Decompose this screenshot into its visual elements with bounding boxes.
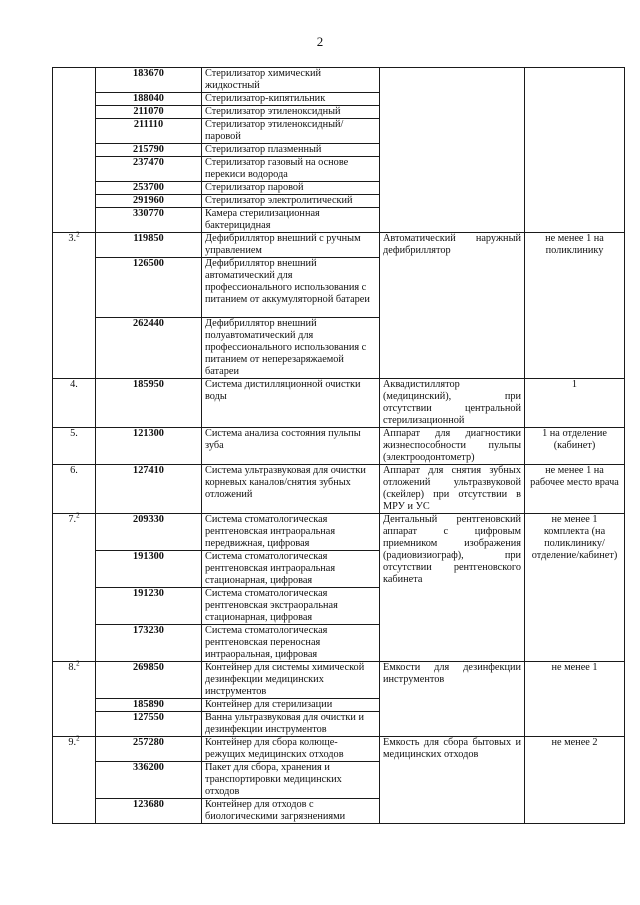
item-code: 127550: [96, 712, 202, 737]
item-name: Система стоматологическая рентгеновская экстраоральная стационарная, цифровая: [202, 588, 380, 625]
row-number: 6.: [53, 465, 96, 514]
item-code: 291960: [96, 195, 202, 208]
required-quantity: [525, 68, 625, 233]
equipment-analog: Емкости для дезинфекции инструментов: [380, 662, 525, 737]
item-code: 269850: [96, 662, 202, 699]
item-code: 185950: [96, 379, 202, 428]
item-name: Стерилизатор электролитический: [202, 195, 380, 208]
item-name: Контейнер для сбора колюще-режущих медицинских отходов: [202, 737, 380, 762]
table-row: [53, 737, 625, 762]
item-code: 126500: [96, 258, 202, 318]
equipment-analog: Автоматический наружный дефибриллятор: [380, 233, 525, 379]
required-quantity: не менее 1 комплекта (на поликлинику/отделение/кабинет): [525, 514, 625, 662]
equipment-table-body: [53, 68, 625, 824]
row-number: [53, 68, 96, 233]
table-row: [53, 465, 625, 514]
table-row: [53, 68, 625, 93]
item-name: Камера стерилизационная бактерицидная: [202, 208, 380, 233]
equipment-analog: Аппарат для диагностики жизнеспособности пульпы (электроодонтометр): [380, 428, 525, 465]
item-code: 119850: [96, 233, 202, 258]
required-quantity: не менее 1: [525, 662, 625, 737]
item-code: 173230: [96, 625, 202, 662]
item-code: 191230: [96, 588, 202, 625]
item-name: Дефибриллятор внешний с ручным управлением: [202, 233, 380, 258]
item-name: Дефибриллятор внешний автоматический для профессионального использования с питанием от аккумуляторной батареи: [202, 258, 380, 318]
item-name: Система стоматологическая рентгеновская интраоральная передвижная, цифровая: [202, 514, 380, 551]
item-code: 127410: [96, 465, 202, 514]
item-code: 262440: [96, 318, 202, 379]
item-code: 121300: [96, 428, 202, 465]
table-row: [53, 662, 625, 699]
required-quantity: не менее 2: [525, 737, 625, 824]
equipment-table: [52, 67, 625, 824]
required-quantity: не менее 1 на рабочее место врача: [525, 465, 625, 514]
table-row: [53, 428, 625, 465]
item-code: 188040: [96, 93, 202, 106]
item-code: 215790: [96, 144, 202, 157]
item-code: 211110: [96, 119, 202, 144]
item-name: Ванна ультразвуковая для очистки и дезинфекции инструментов: [202, 712, 380, 737]
equipment-analog: Дентальный рентгеновский аппарат с цифровым приемником изображения (радиовизиограф), при отсутствии рентгеновского кабинета: [380, 514, 525, 662]
row-number: 3.$^2$: [53, 233, 96, 379]
item-name: Система стоматологическая рентгеновская переносная интраоральная, цифровая: [202, 625, 380, 662]
equipment-analog: Аквадистиллятор (медицинский), при отсутствии центральной стерилизационной: [380, 379, 525, 428]
row-number: 8.$^2$: [53, 662, 96, 737]
item-name: Стерилизатор-кипятильник: [202, 93, 380, 106]
item-name: Система анализа состояния пульпы зуба: [202, 428, 380, 465]
required-quantity: 1: [525, 379, 625, 428]
item-name: Стерилизатор плазменный: [202, 144, 380, 157]
item-code: 183670: [96, 68, 202, 93]
item-code: 257280: [96, 737, 202, 762]
page-number: 2: [316, 34, 324, 49]
row-number: 4.: [53, 379, 96, 428]
item-name: Контейнер для отходов с биологическими загрязнениями: [202, 799, 380, 824]
item-name: Стерилизатор химический жидкостный: [202, 68, 380, 93]
item-code: 191300: [96, 551, 202, 588]
row-number: 9.$^2$: [53, 737, 96, 824]
row-number: 5.: [53, 428, 96, 465]
equipment-analog: Аппарат для снятия зубных отложений ультразвуковой (скейлер) при отсутствии в МРУ и УС: [380, 465, 525, 514]
item-code: 253700: [96, 182, 202, 195]
item-code: 330770: [96, 208, 202, 233]
item-code: 209330: [96, 514, 202, 551]
table-row: [53, 233, 625, 258]
item-code: 336200: [96, 762, 202, 799]
row-number: 7.$^2$: [53, 514, 96, 662]
item-name: Контейнер для системы химической дезинфекции медицинских инструментов: [202, 662, 380, 699]
item-name: Пакет для сбора, хранения и транспортировки медицинских отходов: [202, 762, 380, 799]
item-name: Система ультразвуковая для очистки корневых каналов/снятия зубных отложений: [202, 465, 380, 514]
item-code: 185890: [96, 699, 202, 712]
item-code: 237470: [96, 157, 202, 182]
item-name: Система дистилляционной очистки воды: [202, 379, 380, 428]
equipment-analog: [380, 68, 525, 233]
item-name: Стерилизатор этиленоксидный: [202, 106, 380, 119]
item-name: Система стоматологическая рентгеновская интраоральная стационарная, цифровая: [202, 551, 380, 588]
equipment-analog: Емкость для сбора бытовых и медицинских отходов: [380, 737, 525, 824]
table-row: [53, 379, 625, 428]
item-name: Стерилизатор газовый на основе перекиси водорода: [202, 157, 380, 182]
item-code: 123680: [96, 799, 202, 824]
item-name: Дефибриллятор внешний полуавтоматический для профессионального использования с питанием от неперезаряжаемой батареи: [202, 318, 380, 379]
item-name: Стерилизатор паровой: [202, 182, 380, 195]
required-quantity: не менее 1 на поликлинику: [525, 233, 625, 379]
table-row: [53, 514, 625, 551]
item-code: 211070: [96, 106, 202, 119]
item-name: Контейнер для стерилизации: [202, 699, 380, 712]
item-name: Стерилизатор этиленоксидный/паровой: [202, 119, 380, 144]
required-quantity: 1 на отделение (кабинет): [525, 428, 625, 465]
